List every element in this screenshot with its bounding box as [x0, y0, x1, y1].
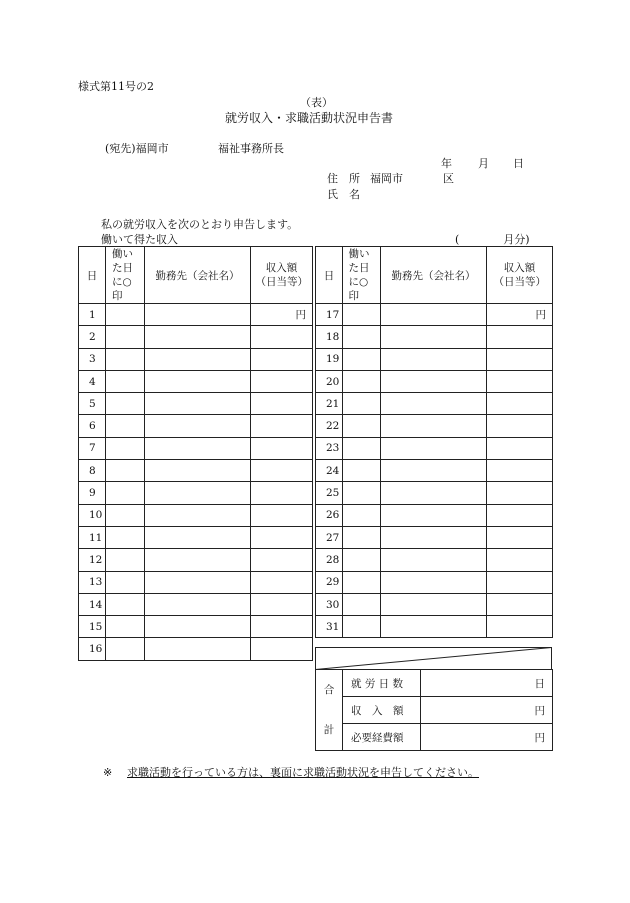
header-worked-mark: 働いた日に○印	[343, 247, 381, 304]
table-row	[316, 549, 553, 571]
worked-mark-cell[interactable]	[343, 460, 381, 482]
workplace-cell[interactable]	[145, 460, 251, 482]
summary-expenses-label: 必要経費額	[343, 724, 421, 751]
income-cell[interactable]	[487, 593, 553, 615]
income-cell[interactable]	[487, 504, 553, 526]
header-income: 収入額（日当等）	[487, 247, 553, 304]
day-number: 14	[79, 593, 106, 615]
summary-row	[316, 724, 553, 751]
table-row	[316, 593, 553, 615]
day-number: 17	[316, 304, 343, 326]
table-row	[79, 571, 313, 593]
workplace-cell[interactable]	[381, 482, 487, 504]
workplace-cell[interactable]	[381, 526, 487, 548]
table-row	[79, 415, 313, 437]
day-number: 11	[79, 526, 106, 548]
worked-mark-cell[interactable]	[343, 549, 381, 571]
income-cell[interactable]	[251, 593, 313, 615]
date-year-label: 年	[441, 157, 452, 170]
header-workplace: 勤務先（会社名）	[381, 247, 487, 304]
table-row	[79, 326, 313, 348]
worked-mark-cell[interactable]	[343, 326, 381, 348]
worked-mark-cell[interactable]	[106, 549, 145, 571]
workplace-cell[interactable]	[145, 593, 251, 615]
worked-mark-cell[interactable]	[106, 638, 145, 660]
income-cell[interactable]	[487, 571, 553, 593]
workplace-cell[interactable]	[381, 504, 487, 526]
worked-mark-cell[interactable]	[106, 504, 145, 526]
table-row	[316, 370, 553, 392]
income-cell[interactable]	[487, 348, 553, 370]
addressee-office: 福祉事務所長	[218, 142, 284, 155]
income-cell[interactable]	[251, 571, 313, 593]
table-row	[316, 526, 553, 548]
worked-mark-cell[interactable]	[106, 437, 145, 459]
workplace-cell[interactable]	[145, 526, 251, 548]
day-number: 18	[316, 326, 343, 348]
worked-mark-cell[interactable]	[106, 393, 145, 415]
table-row	[316, 348, 553, 370]
day-number: 3	[79, 348, 106, 370]
day-number: 21	[316, 393, 343, 415]
address-ward: 区	[443, 172, 454, 185]
day-number: 26	[316, 504, 343, 526]
workplace-cell[interactable]	[381, 616, 487, 638]
workplace-cell[interactable]	[145, 437, 251, 459]
day-number: 13	[79, 571, 106, 593]
worked-mark-cell[interactable]	[343, 593, 381, 615]
workplace-cell[interactable]	[381, 393, 487, 415]
header-income: 収入額（日当等）	[251, 247, 313, 304]
day-number: 29	[316, 571, 343, 593]
workplace-cell[interactable]	[145, 571, 251, 593]
day-number: 2	[79, 326, 106, 348]
income-cell[interactable]	[487, 616, 553, 638]
income-cell[interactable]: 円	[487, 304, 553, 326]
summary-table	[315, 669, 553, 751]
name-label: 氏 名	[327, 188, 360, 201]
day-number: 4	[79, 370, 106, 392]
table-header-row	[316, 247, 553, 304]
income-cell[interactable]	[251, 326, 313, 348]
income-cell[interactable]	[487, 437, 553, 459]
worked-mark-cell[interactable]	[106, 482, 145, 504]
workplace-cell[interactable]	[145, 348, 251, 370]
table-row	[316, 616, 553, 638]
table-row	[79, 482, 313, 504]
workplace-cell[interactable]	[381, 460, 487, 482]
summary-row	[316, 697, 553, 724]
day-number: 8	[79, 460, 106, 482]
header-workplace: 勤務先（会社名）	[145, 247, 251, 304]
summary-expenses-value[interactable]: 円	[421, 724, 553, 751]
table-row	[316, 571, 553, 593]
header-worked-mark: 働いた日に○印	[106, 247, 145, 304]
income-cell[interactable]	[251, 415, 313, 437]
day-number: 19	[316, 348, 343, 370]
month-label: ( 月分)	[455, 233, 530, 246]
worked-mark-cell[interactable]	[106, 326, 145, 348]
day-number: 20	[316, 370, 343, 392]
workplace-cell[interactable]	[145, 638, 251, 660]
income-cell[interactable]	[251, 460, 313, 482]
workplace-cell[interactable]	[381, 415, 487, 437]
table-row	[316, 415, 553, 437]
income-cell[interactable]	[251, 393, 313, 415]
income-cell[interactable]	[487, 526, 553, 548]
table-row	[316, 504, 553, 526]
day-number: 12	[79, 549, 106, 571]
declaration-text: 私の就労収入を次のとおり申告します。	[101, 218, 299, 231]
worked-mark-cell[interactable]	[343, 393, 381, 415]
day-number: 10	[79, 504, 106, 526]
day-number: 27	[316, 526, 343, 548]
address-label: 住 所	[327, 172, 360, 185]
day-number: 28	[316, 549, 343, 571]
day-number: 31	[316, 616, 343, 638]
table-row	[316, 304, 553, 326]
table-row	[79, 370, 313, 392]
workplace-cell[interactable]	[145, 415, 251, 437]
summary-workdays-value[interactable]: 日	[421, 670, 553, 697]
income-table-right	[315, 246, 553, 638]
header-day: 日	[79, 247, 106, 304]
worked-mark-cell[interactable]	[343, 370, 381, 392]
worked-mark-cell[interactable]	[106, 593, 145, 615]
worked-mark-cell[interactable]	[343, 304, 381, 326]
income-cell[interactable]	[487, 482, 553, 504]
workplace-cell[interactable]	[145, 482, 251, 504]
workplace-cell[interactable]	[381, 326, 487, 348]
table-row	[79, 638, 313, 660]
income-cell[interactable]	[487, 460, 553, 482]
day-number: 16	[79, 638, 106, 660]
table-row	[316, 460, 553, 482]
income-cell[interactable]	[251, 616, 313, 638]
income-cell[interactable]	[487, 326, 553, 348]
income-cell[interactable]	[251, 437, 313, 459]
table-row	[79, 437, 313, 459]
workplace-cell[interactable]	[381, 571, 487, 593]
income-table-left	[78, 246, 313, 661]
income-cell[interactable]	[251, 348, 313, 370]
worked-mark-cell[interactable]	[106, 571, 145, 593]
workplace-cell[interactable]	[381, 437, 487, 459]
page-title: 就労収入・求職活動状況申告書	[225, 111, 394, 125]
workplace-cell[interactable]	[145, 504, 251, 526]
table-row	[79, 460, 313, 482]
side-label: （表）	[300, 96, 333, 109]
workplace-cell[interactable]	[381, 593, 487, 615]
summary-income-value[interactable]: 円	[421, 697, 553, 724]
worked-mark-cell[interactable]	[343, 415, 381, 437]
worked-mark-cell[interactable]	[106, 415, 145, 437]
addressee-prefix: (宛先)福岡市	[105, 142, 169, 155]
workplace-cell[interactable]	[381, 348, 487, 370]
workplace-cell[interactable]	[381, 370, 487, 392]
income-cell[interactable]	[251, 482, 313, 504]
table-row	[316, 326, 553, 348]
day-number: 25	[316, 482, 343, 504]
income-cell[interactable]: 円	[251, 304, 313, 326]
worked-mark-cell[interactable]	[106, 526, 145, 548]
worked-mark-cell[interactable]	[106, 616, 145, 638]
header-day: 日	[316, 247, 343, 304]
date-month-label: 月	[478, 157, 489, 170]
summary-workdays-label: 就 労 日 数	[343, 670, 421, 697]
worked-mark-cell[interactable]	[343, 616, 381, 638]
workplace-cell[interactable]	[145, 549, 251, 571]
table-row	[79, 348, 313, 370]
table-row	[316, 482, 553, 504]
day-number: 6	[79, 415, 106, 437]
day-number: 1	[79, 304, 106, 326]
summary-label: 合計	[316, 670, 343, 751]
table-row	[79, 616, 313, 638]
income-cell[interactable]	[251, 370, 313, 392]
worked-mark-cell[interactable]	[343, 348, 381, 370]
table-row	[79, 304, 313, 326]
summary-income-label: 収 入 額	[343, 697, 421, 724]
table-row	[79, 504, 313, 526]
worked-mark-cell[interactable]	[106, 304, 145, 326]
income-cell[interactable]	[487, 415, 553, 437]
note-mark: ※	[103, 766, 113, 779]
worked-mark-cell[interactable]	[106, 370, 145, 392]
worked-mark-cell[interactable]	[343, 526, 381, 548]
workplace-cell[interactable]	[145, 393, 251, 415]
income-cell[interactable]	[487, 549, 553, 571]
worked-mark-cell[interactable]	[343, 504, 381, 526]
workplace-cell[interactable]	[145, 370, 251, 392]
income-cell[interactable]	[251, 526, 313, 548]
worked-mark-cell[interactable]	[106, 348, 145, 370]
income-cell[interactable]	[251, 504, 313, 526]
table-row	[316, 437, 553, 459]
day-number: 24	[316, 460, 343, 482]
table-row	[79, 593, 313, 615]
day-number: 30	[316, 593, 343, 615]
worked-mark-cell[interactable]	[343, 437, 381, 459]
date-day-label: 日	[513, 157, 524, 170]
table-row	[79, 549, 313, 571]
workplace-cell[interactable]	[145, 304, 251, 326]
note-text: 求職活動を行っている方は、裏面に求職活動状況を申告してください。	[127, 766, 479, 779]
workplace-cell[interactable]	[381, 304, 487, 326]
income-cell[interactable]	[251, 638, 313, 660]
workplace-cell[interactable]	[381, 549, 487, 571]
day-number: 15	[79, 616, 106, 638]
income-cell[interactable]	[251, 549, 313, 571]
worked-mark-cell[interactable]	[343, 482, 381, 504]
form-number: 様式第11号の2	[78, 80, 154, 93]
table-row	[316, 393, 553, 415]
worked-mark-cell[interactable]	[343, 571, 381, 593]
table-header-row	[79, 247, 313, 304]
day-number: 7	[79, 437, 106, 459]
address-city: 福岡市	[370, 172, 403, 185]
earned-income-label: 働いて得た収入	[101, 233, 178, 246]
day-number: 22	[316, 415, 343, 437]
day-number: 5	[79, 393, 106, 415]
diagonal-empty-cell	[315, 647, 552, 670]
table-row	[79, 393, 313, 415]
workplace-cell[interactable]	[145, 326, 251, 348]
table-row	[79, 526, 313, 548]
income-cell[interactable]	[487, 393, 553, 415]
day-number: 9	[79, 482, 106, 504]
day-number: 23	[316, 437, 343, 459]
summary-row	[316, 670, 553, 697]
worked-mark-cell[interactable]	[106, 460, 145, 482]
income-cell[interactable]	[487, 370, 553, 392]
workplace-cell[interactable]	[145, 616, 251, 638]
